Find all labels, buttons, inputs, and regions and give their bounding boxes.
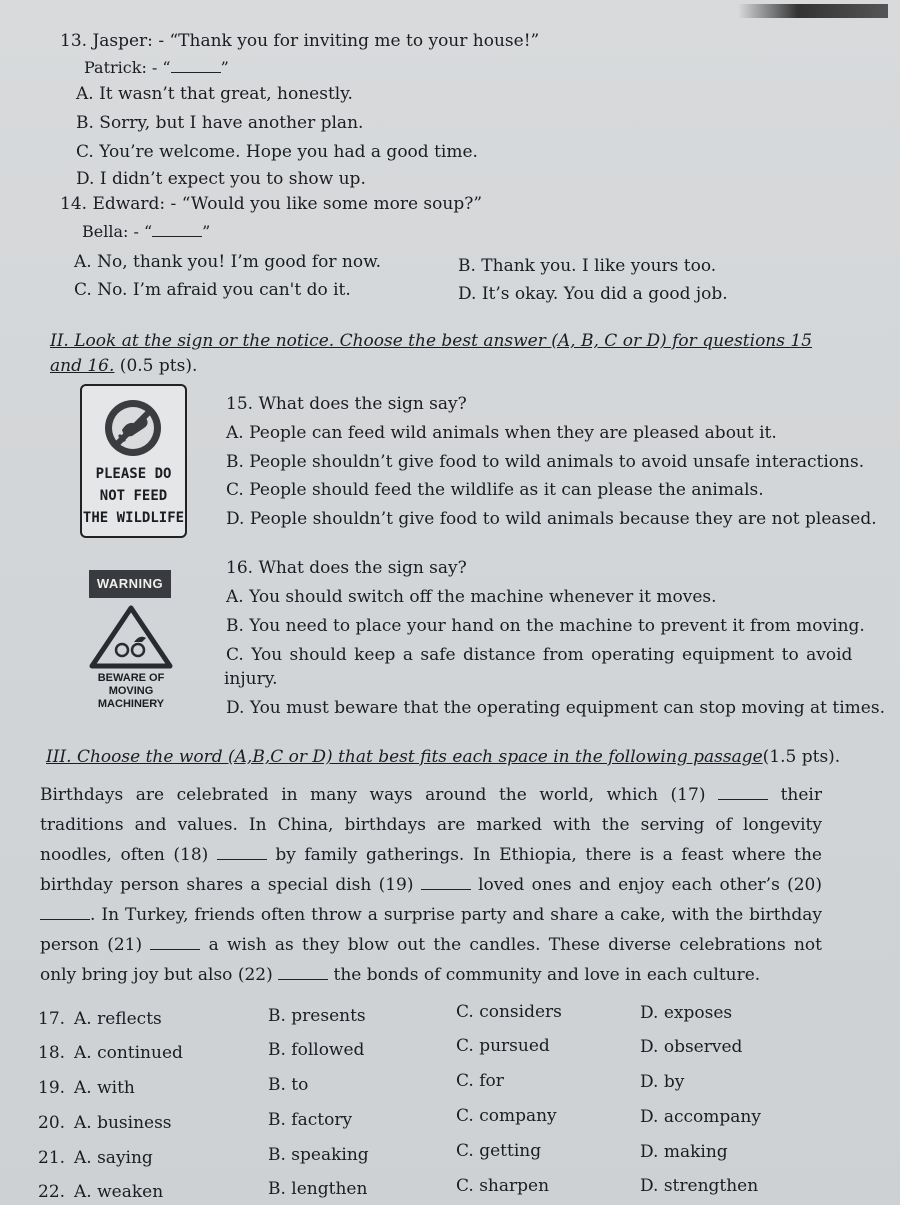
answer-option-c[interactable]: C. sharpen [456,1176,550,1196]
q13-reply: Patrick: - “ ” [84,58,229,77]
answer-option-a[interactable]: A. reflects [74,1009,162,1029]
answer-option-d[interactable]: D. exposes [640,1003,733,1023]
blank-18[interactable] [217,845,267,860]
answer-option-b[interactable]: B. factory [268,1110,353,1130]
blank-20[interactable] [40,905,90,920]
q13-option-c[interactable]: C. You’re welcome. Hope you had a good time. [76,142,478,162]
warning-header: WARNING [89,570,171,598]
sign1-line2: NOT FEED [99,488,168,504]
sign2-line3: MACHINERY [97,698,165,710]
answer-option-a[interactable]: A. with [74,1078,135,1098]
answer-option-b[interactable]: B. lengthen [268,1179,368,1199]
answer-option-c[interactable]: C. company [456,1106,557,1126]
q13-blank[interactable] [171,58,221,73]
q14-prompt: 14. Edward: - “Would you like some more soup?” [60,194,483,214]
answer-num: 20. [38,1113,66,1133]
answer-option-c[interactable]: C. considers [456,1002,562,1022]
q14-option-d[interactable]: D. It’s okay. You did a good job. [458,284,728,304]
answer-option-a[interactable]: A. saying [74,1148,153,1168]
q15-option-b[interactable]: B. People shouldn’t give food to wild animals to avoid unsafe interactions. [226,452,865,472]
q15-option-d[interactable]: D. People shouldn’t give food to wild animals because they are not pleased. [226,509,877,529]
moving-machinery-icon [86,602,176,672]
q14-blank[interactable] [152,222,202,237]
q15-prompt: 15. What does the sign say? [226,394,467,414]
answer-option-d[interactable]: D. by [640,1072,685,1092]
section3-heading: III. Choose the word (A,B,C or D) that best fits each space in the following passage(1.5 pts). [46,747,841,767]
q13-prompt: 13. Jasper: - “Thank you for inviting me to your house!” [60,31,540,51]
q16-option-b[interactable]: B. You need to place your hand on the machine to prevent it from moving. [226,616,865,636]
answer-option-b[interactable]: B. speaking [268,1145,369,1165]
q16-option-c-cont: injury. [224,669,278,689]
q15-option-a[interactable]: A. People can feed wild animals when they are pleased about it. [226,423,777,443]
answer-num: 17. [38,1009,66,1029]
q16-option-d[interactable]: D. You must beware that the operating equipment can stop moving at times. [226,698,885,718]
answer-option-b[interactable]: B. presents [268,1006,366,1026]
q16-option-a[interactable]: A. You should switch off the machine whenever it moves. [226,587,717,607]
answer-option-a[interactable]: A. continued [74,1043,183,1063]
answer-option-b[interactable]: B. followed [268,1040,365,1060]
answer-num: 21. [38,1148,66,1168]
section2-heading-cont: and 16. (0.5 pts). [50,356,198,376]
q16-option-c[interactable]: C. You should keep a safe distance from operating equipment to avoid [226,645,853,665]
blank-17[interactable] [718,785,768,800]
q14-option-c[interactable]: C. No. I’m afraid you can't do it. [74,280,351,300]
q13-option-a[interactable]: A. It wasn’t that great, honestly. [76,84,353,104]
q15-option-c[interactable]: C. People should feed the wildlife as it can please the animals. [226,480,764,500]
answer-option-c[interactable]: C. for [456,1071,504,1091]
answer-option-c[interactable]: C. pursued [456,1036,550,1056]
q13-option-b[interactable]: B. Sorry, but I have another plan. [76,113,364,133]
q14-reply: Bella: - “ ” [82,222,211,241]
answer-num: 22. [38,1182,66,1202]
answer-num: 18. [38,1043,66,1063]
section2-heading: II. Look at the sign or the notice. Choose the best answer (A, B, C or D) for questions 15 [50,331,813,351]
answer-option-d[interactable]: D. making [640,1142,728,1162]
answer-num: 19. [38,1078,66,1098]
answer-option-a[interactable]: A. weaken [74,1182,164,1202]
no-feed-sign [80,384,187,538]
sign1-line1: PLEASE DO [95,466,172,482]
sign2-line1: BEWARE OF [97,672,165,684]
answer-option-a[interactable]: A. business [74,1113,172,1133]
answer-option-b[interactable]: B. to [268,1075,309,1095]
no-feeding-icon [82,388,185,468]
q14-option-a[interactable]: A. No, thank you! I’m good for now. [74,252,382,272]
blank-19[interactable] [421,875,471,890]
sign1-line3: THE WILDLIFE [82,510,185,526]
answer-option-c[interactable]: C. getting [456,1141,542,1161]
blank-21[interactable] [150,935,200,950]
blank-22[interactable] [278,965,328,980]
q14-option-b[interactable]: B. Thank you. I like yours too. [458,256,717,276]
answer-option-d[interactable]: D. observed [640,1037,743,1057]
sign2-line2: MOVING [108,685,154,697]
page-corner-mark [738,4,888,18]
q13-option-d[interactable]: D. I didn’t expect you to show up. [76,169,366,189]
answer-option-d[interactable]: D. accompany [640,1107,761,1127]
answer-option-d[interactable]: D. strengthen [640,1176,759,1196]
passage: Birthdays are celebrated in many ways around the world, which (17) their traditions and values. In China, birthdays are marked with the serving of longevity noodles, often (18) by family gatherings. In Ethiopia, there is a feast where the birthday person shares a special dish (19) loved ones and enjoy each other’s (20) . In Turkey, friends often throw a surprise party and share a cake, with the birthday person (21) a wish as they blow out the candles. These diverse celebrations not only bring joy but also (22) the bonds of community and love in each culture. [40,785,822,985]
q16-prompt: 16. What does the sign say? [226,558,467,578]
